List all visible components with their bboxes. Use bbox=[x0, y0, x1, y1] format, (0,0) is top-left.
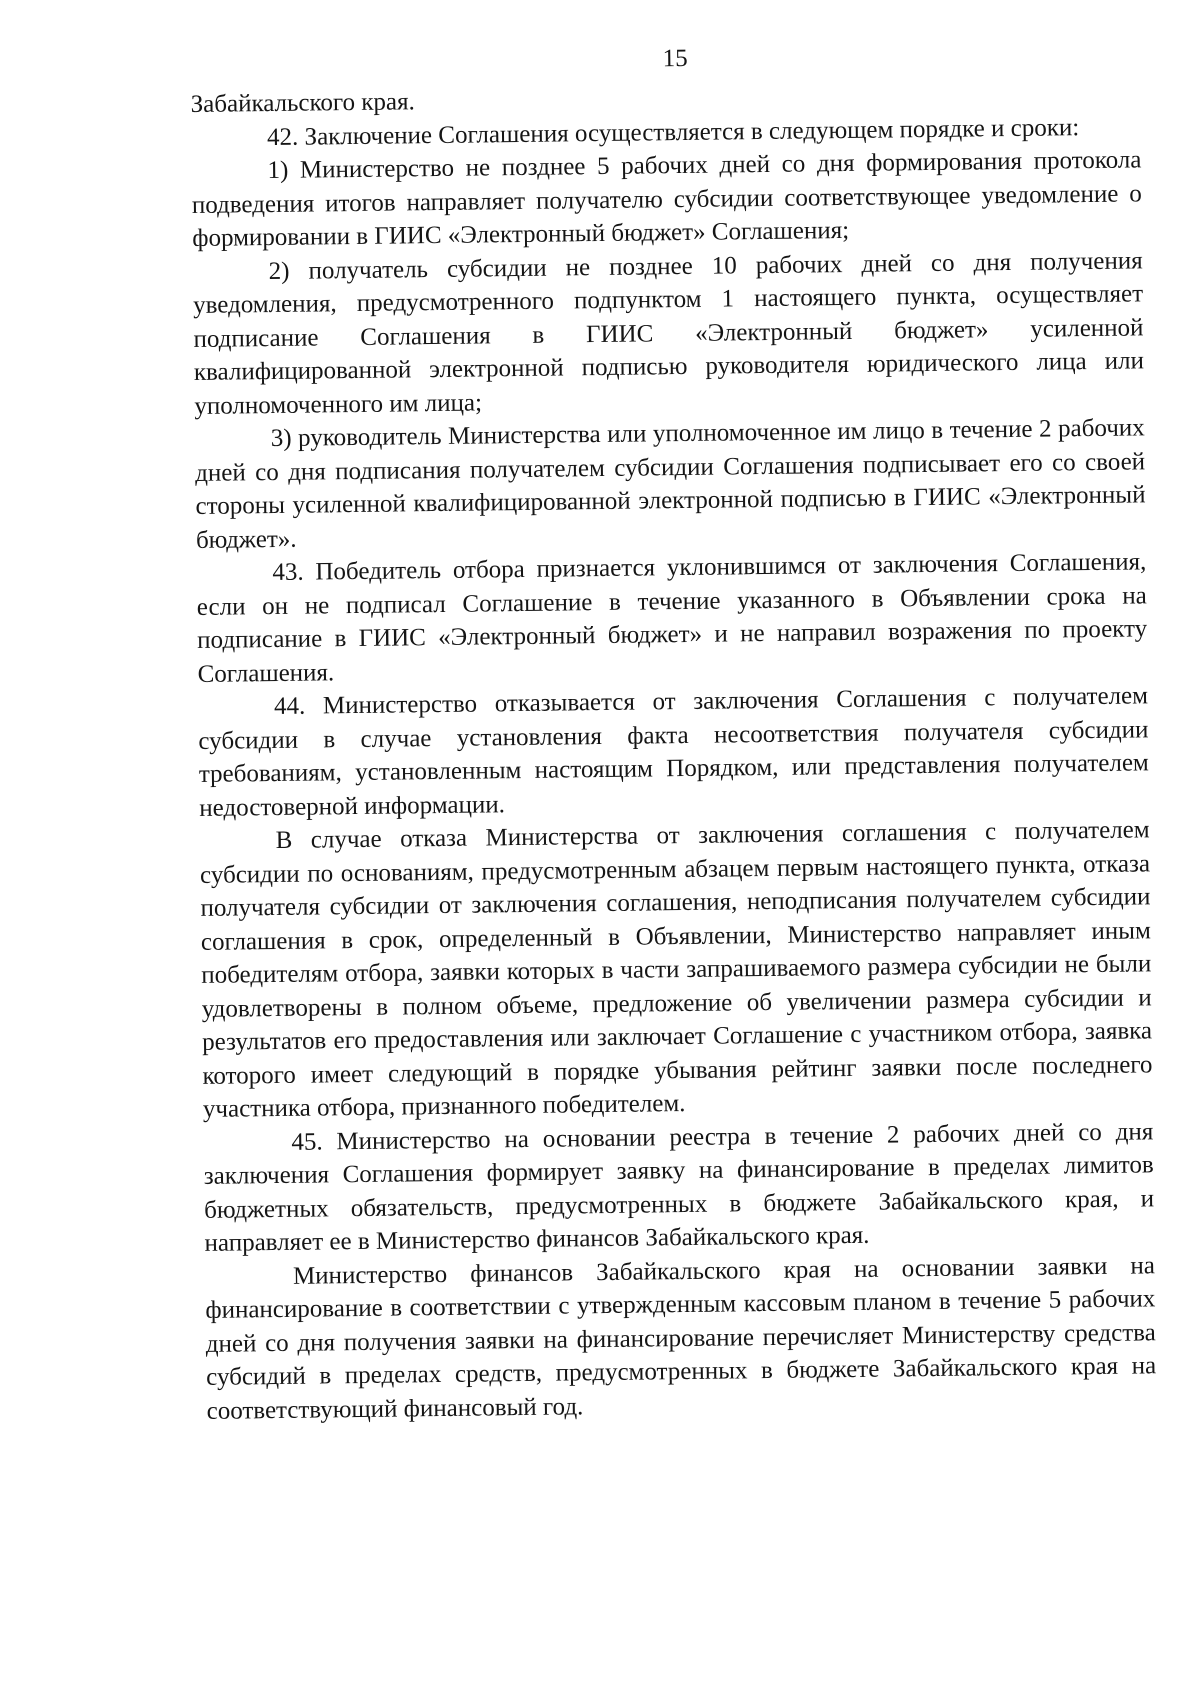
paragraph-subitem-2: 2) получатель субсидии не позднее 10 рабочих дней со дня получения уведомления, предусмотренного подпунктом 1 настоящего пункта, осуществляет подписание Соглашения в ГИИС «Электронный бюджет» усиленной квалифицированной электронной подписью руководителя юридического лица или уполномоченного им лица; bbox=[192, 246, 1145, 420]
paragraph-item-45-finance: Министерство финансов Забайкальского края на основании заявки на финансирование в соответствии с утвержденным кассовым планом в течение 5 рабочих дней со дня получения заявки на финансирование перечисляет Министерству средства субсидий в пределах средств, предусмотренных в бюджете Забайкальского края на соответствующий финансовый год. bbox=[205, 1251, 1157, 1425]
paragraph-subitem-3: 3) руководитель Министерства или уполномоченное им лицо в течение 2 рабочих дней со дня подписания получателем субсидии Соглашения подписывает его со своей стороны усиленной квалифицированной электронной подписью в ГИИС «Электронный бюджет». bbox=[195, 414, 1146, 554]
page-number: 15 bbox=[662, 44, 688, 73]
paragraph-item-43: 43. Победитель отбора признается уклонившимся от заключения Соглашения, если он не подписал Соглашение в течение указанного в Объявлении срока на подписание в ГИИС «Электронный бюджет» и не направил возражения по проекту Соглашения. bbox=[196, 548, 1148, 688]
paragraph-continuation: Забайкальского края. bbox=[190, 88, 415, 118]
paragraph-item-45: 45. Министерство на основании реестра в течение 2 рабочих дней со дня заключения Соглашения формирует заявку на финансирование в пределах лимитов бюджетных обязательств, предусмотренных в бюджете Забайкальского края, и направляет ее в Министерство финансов Забайкальского края. bbox=[203, 1117, 1155, 1257]
paragraph-subitem-1: 1) Министерство не позднее 5 рабочих дней со дня формирования протокола подведения итогов направляет получателю субсидии соответствующее уведомление о формировании в ГИИС «Электронный бюджет» Соглашения; bbox=[191, 146, 1142, 252]
paragraph-item-42: 42. Заключение Соглашения осуществляется в следующем порядке и сроки: bbox=[266, 113, 1080, 151]
paragraph-item-44: 44. Министерство отказывается от заключения Соглашения с получателем субсидии в случае установления факта несоответствия получателя субсидии требованиям, установленным настоящим Порядком, или представления получателем недостоверной информации. bbox=[198, 682, 1149, 822]
paragraph-item-44-refusal: В случае отказа Министерства от заключения соглашения с получателем субсидии по основаниям, предусмотренным абзацем первым настоящего пункта, отказа получателя субсидии от заключения соглашения, неподписания получателем субсидии соглашения в срок, определенный в Объявлении, Министерство направляет иным победителям отбора, заявки которых в части запрашиваемого размера субсидии не были удовлетворены в полном объеме, предложение об увеличении размера субсидии и результатов его предоставления или заключает Соглашение с участником отбора, заявка которого имеет следующий в порядке убывания рейтинг заявки после последнего участника отбора, признанного победителем. bbox=[199, 816, 1153, 1123]
document-text-block bbox=[190, 38, 1157, 1428]
